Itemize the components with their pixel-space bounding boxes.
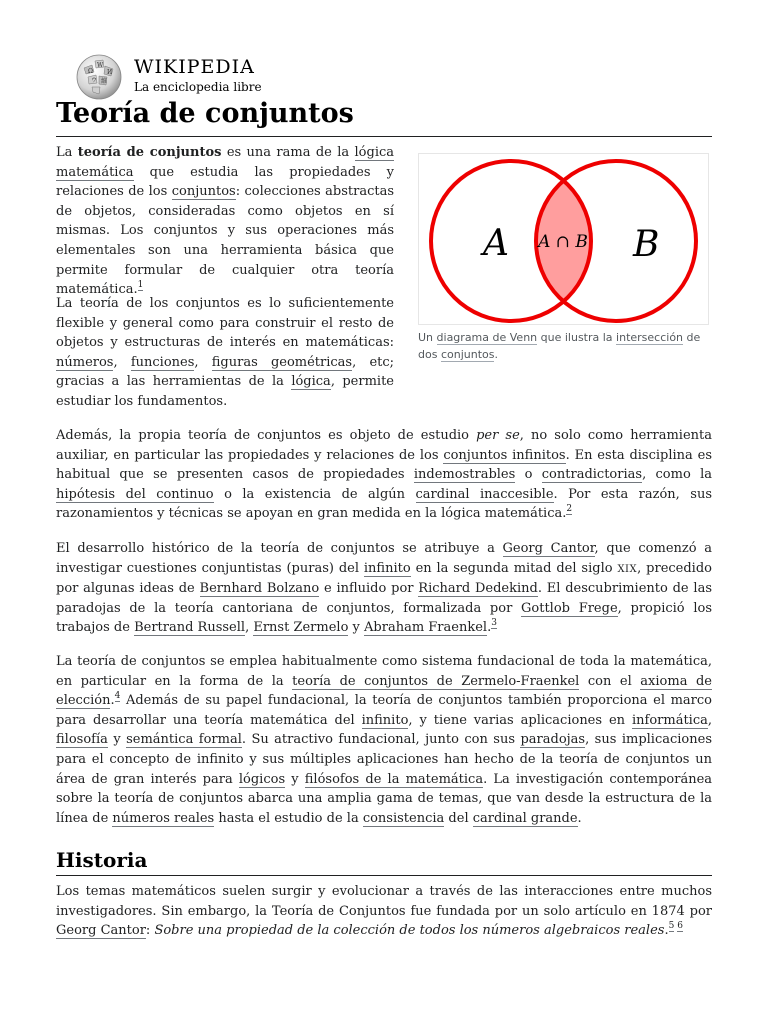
intro-paragraph-3: [56, 426, 712, 524]
wordmark: WIKIPEDIA: [134, 56, 255, 78]
text: , que comenzó a investigar cuestiones conjuntistas (puras) del: [56, 541, 712, 576]
text: y: [285, 771, 305, 787]
caption-text: de dos: [418, 331, 701, 361]
link-infinito[interactable]: infinito: [361, 712, 409, 728]
link-numeros[interactable]: números: [56, 354, 114, 370]
link-informatica[interactable]: informática: [631, 712, 708, 728]
caption-text: Un: [418, 331, 437, 344]
text: ,: [245, 620, 254, 636]
intro-paragraph-2: [56, 294, 394, 412]
section-heading-historia: Historia: [56, 845, 712, 876]
text: Además de su papel fundacional, la teoría de conjuntos también proporciona el marco para desarrollar una teoría matemática del: [56, 693, 712, 728]
reference-5[interactable]: 5: [668, 921, 675, 932]
link-zermelo-fraenkel[interactable]: teoría de conjuntos de Zermelo-Fraenkel: [292, 673, 580, 689]
label-b: B: [633, 224, 660, 265]
text: , precedido por algunas ideas de: [56, 560, 712, 597]
text: del: [444, 810, 473, 826]
text: .: [577, 810, 582, 826]
text: .: [110, 693, 115, 709]
reference-4[interactable]: 4: [114, 691, 121, 702]
caption-text: .: [494, 348, 498, 361]
link-diagrama-de-venn[interactable]: diagrama de Venn: [436, 331, 538, 344]
reference-1[interactable]: 1: [137, 280, 144, 291]
text: , no solo como herramienta auxiliar, en particular las propiedades y relaciones de los: [56, 428, 712, 463]
figure-caption: [418, 329, 709, 363]
text: ,: [113, 354, 131, 370]
caption-text: que ilustra la: [537, 331, 617, 344]
link-abraham-fraenkel[interactable]: Abraham Fraenkel: [364, 620, 488, 636]
link-consistencia[interactable]: consistencia: [362, 810, 445, 826]
historia-paragraph: [56, 882, 712, 941]
link-paradojas[interactable]: paradojas: [520, 732, 586, 748]
link-cardinal-grande[interactable]: cardinal grande: [472, 810, 578, 826]
text: La: [56, 145, 78, 160]
svg-text:И: И: [107, 69, 113, 76]
text: hasta el estudio de la: [214, 810, 363, 826]
text: , y tiene varias aplicaciones en: [408, 712, 632, 728]
link-figuras-geometricas[interactable]: figuras geométricas: [211, 354, 353, 370]
svg-text:W: W: [97, 62, 104, 69]
svg-text:ウ: ウ: [91, 77, 98, 84]
text: : colecciones abstractas de objetos, consideradas como objetos en sí mismas. Los conjuntos y sus operaciones más elementales son una herramienta básica que permite formular de cualquier otra teoría matemática.: [56, 184, 394, 298]
text: . La investigación contemporánea sobre la teoría de conjuntos abarca una amplia gama de temas, que van desde la estructura de la línea de: [56, 771, 713, 826]
text: . Su atractivo fundacional, junto con sus: [241, 732, 521, 748]
link-richard-dedekind[interactable]: Richard Dedekind: [418, 581, 538, 597]
link-filosofos-de-la-matematica[interactable]: filósofos de la matemática: [304, 771, 484, 787]
text: Los temas matemáticos suelen surgir y evolucionar a través de las interacciones entre muchos investigadores. Sin embargo, la Teoría de Conjuntos fue fundada por un solo artículo en 1874 por: [56, 884, 712, 919]
term-bold: teoría de conjuntos: [77, 145, 222, 160]
label-intersection: A ∩ B: [538, 232, 588, 252]
text: es una rama de la: [221, 145, 355, 160]
page-title: Teoría de conjuntos: [56, 94, 712, 137]
text: ,: [194, 354, 212, 370]
text: o: [515, 467, 542, 483]
link-conjuntos[interactable]: conjuntos: [440, 348, 495, 361]
text: y: [107, 732, 127, 748]
text: , propició los trabajos de: [56, 600, 712, 636]
text: o la existencia de algún: [213, 486, 416, 502]
text-italic: per se: [476, 428, 520, 443]
link-logica[interactable]: lógica: [291, 374, 331, 390]
link-hipotesis-del-continuo[interactable]: hipótesis del continuo: [56, 486, 214, 502]
link-cardinal-inaccesible[interactable]: cardinal inaccesible: [415, 486, 554, 502]
text: con el: [579, 673, 641, 689]
reference-2[interactable]: 2: [566, 504, 573, 515]
text-italic: Sobre una propiedad de la colección de todos los números algebraicos reales: [154, 923, 665, 939]
svg-text:Ω: Ω: [88, 68, 93, 75]
text: . El descubrimiento de las paradojas de la teoría cantoriana de conjuntos, formalizada por: [56, 581, 713, 616]
text: .: [487, 620, 492, 636]
intro-paragraph-1: [56, 143, 394, 300]
text: , permite estudiar los fundamentos.: [56, 374, 394, 409]
link-conjuntos-infinitos[interactable]: conjuntos infinitos: [443, 447, 566, 463]
text: La teoría de los conjuntos es lo suficientemente flexible y general como para construir el resto de objetos y estructuras de interés en matemáticas:: [56, 296, 394, 351]
link-logicos[interactable]: lógicos: [238, 771, 286, 787]
text: .: [664, 923, 669, 939]
link-interseccion[interactable]: intersección: [616, 331, 684, 344]
tagline: La enciclopedia libre: [134, 80, 262, 94]
text: , etc; gracias a las herramientas de la: [56, 354, 395, 390]
link-bernhard-bolzano[interactable]: Bernhard Bolzano: [199, 581, 320, 597]
link-contradictorias[interactable]: contradictorias: [541, 467, 643, 483]
text: y: [348, 620, 365, 636]
text: e influido por: [319, 581, 419, 597]
link-filosofia[interactable]: filosofía: [56, 732, 108, 748]
text: ,: [707, 712, 712, 728]
link-indemostrables[interactable]: indemostrables: [413, 467, 516, 483]
link-gottlob-frege[interactable]: Gottlob Frege: [521, 600, 618, 616]
text: El desarrollo histórico de la teoría de conjuntos se atribuye a: [56, 541, 503, 556]
venn-figure: [418, 153, 709, 363]
text: . En esta disciplina es habitual que se presenten casos de propiedades: [56, 447, 712, 483]
link-georg-cantor[interactable]: Georg Cantor: [502, 541, 595, 556]
link-bertrand-russell[interactable]: Bertrand Russell: [134, 620, 246, 636]
label-a: A: [483, 223, 509, 264]
text: Además, la propia teoría de conjuntos es objeto de estudio: [56, 428, 477, 443]
text: :: [145, 923, 155, 939]
link-axioma-de-eleccion[interactable]: axioma de elección: [56, 673, 712, 709]
text: La teoría de conjuntos se emplea habitualmente como sistema fundacional de toda la matemática, en particular en la forma de la: [56, 654, 712, 689]
section-historia: [56, 845, 712, 941]
text: . Por esta razón, sus razonamientos y técnicas se apoyan en gran medida en la lógica matemática.: [56, 486, 712, 522]
intro-paragraph-5: [56, 652, 712, 828]
venn-image-frame[interactable]: [418, 153, 709, 325]
link-ernst-zermelo[interactable]: Ernst Zermelo: [253, 620, 349, 636]
link-conjuntos[interactable]: conjuntos: [171, 184, 236, 200]
link-funciones[interactable]: funciones: [130, 354, 195, 370]
text: en la segunda mitad del siglo: [410, 560, 618, 576]
link-numeros-reales[interactable]: números reales: [112, 810, 215, 826]
svg-text:維: 維: [101, 78, 108, 85]
reference-6[interactable]: 6: [677, 921, 683, 932]
text: , como la: [642, 467, 713, 483]
text: , sus implicaciones para el concepto de infinito y sus múltiples aplicaciones han hecho de la teoría de conjuntos un área de gran interés para: [56, 732, 712, 787]
century-numeral: XIX: [617, 563, 638, 575]
link-semantica-formal[interactable]: semántica formal: [126, 732, 242, 748]
link-georg-cantor[interactable]: Georg Cantor: [56, 923, 146, 939]
link-logica-matematica[interactable]: lógica matemática: [56, 145, 395, 180]
venn-diagram: [419, 154, 708, 324]
intro-paragraph-4: [56, 539, 712, 638]
text: que estudia las propiedades y relaciones de los: [56, 164, 394, 200]
reference-3[interactable]: 3: [491, 618, 497, 629]
link-infinito[interactable]: infinito: [363, 560, 411, 576]
